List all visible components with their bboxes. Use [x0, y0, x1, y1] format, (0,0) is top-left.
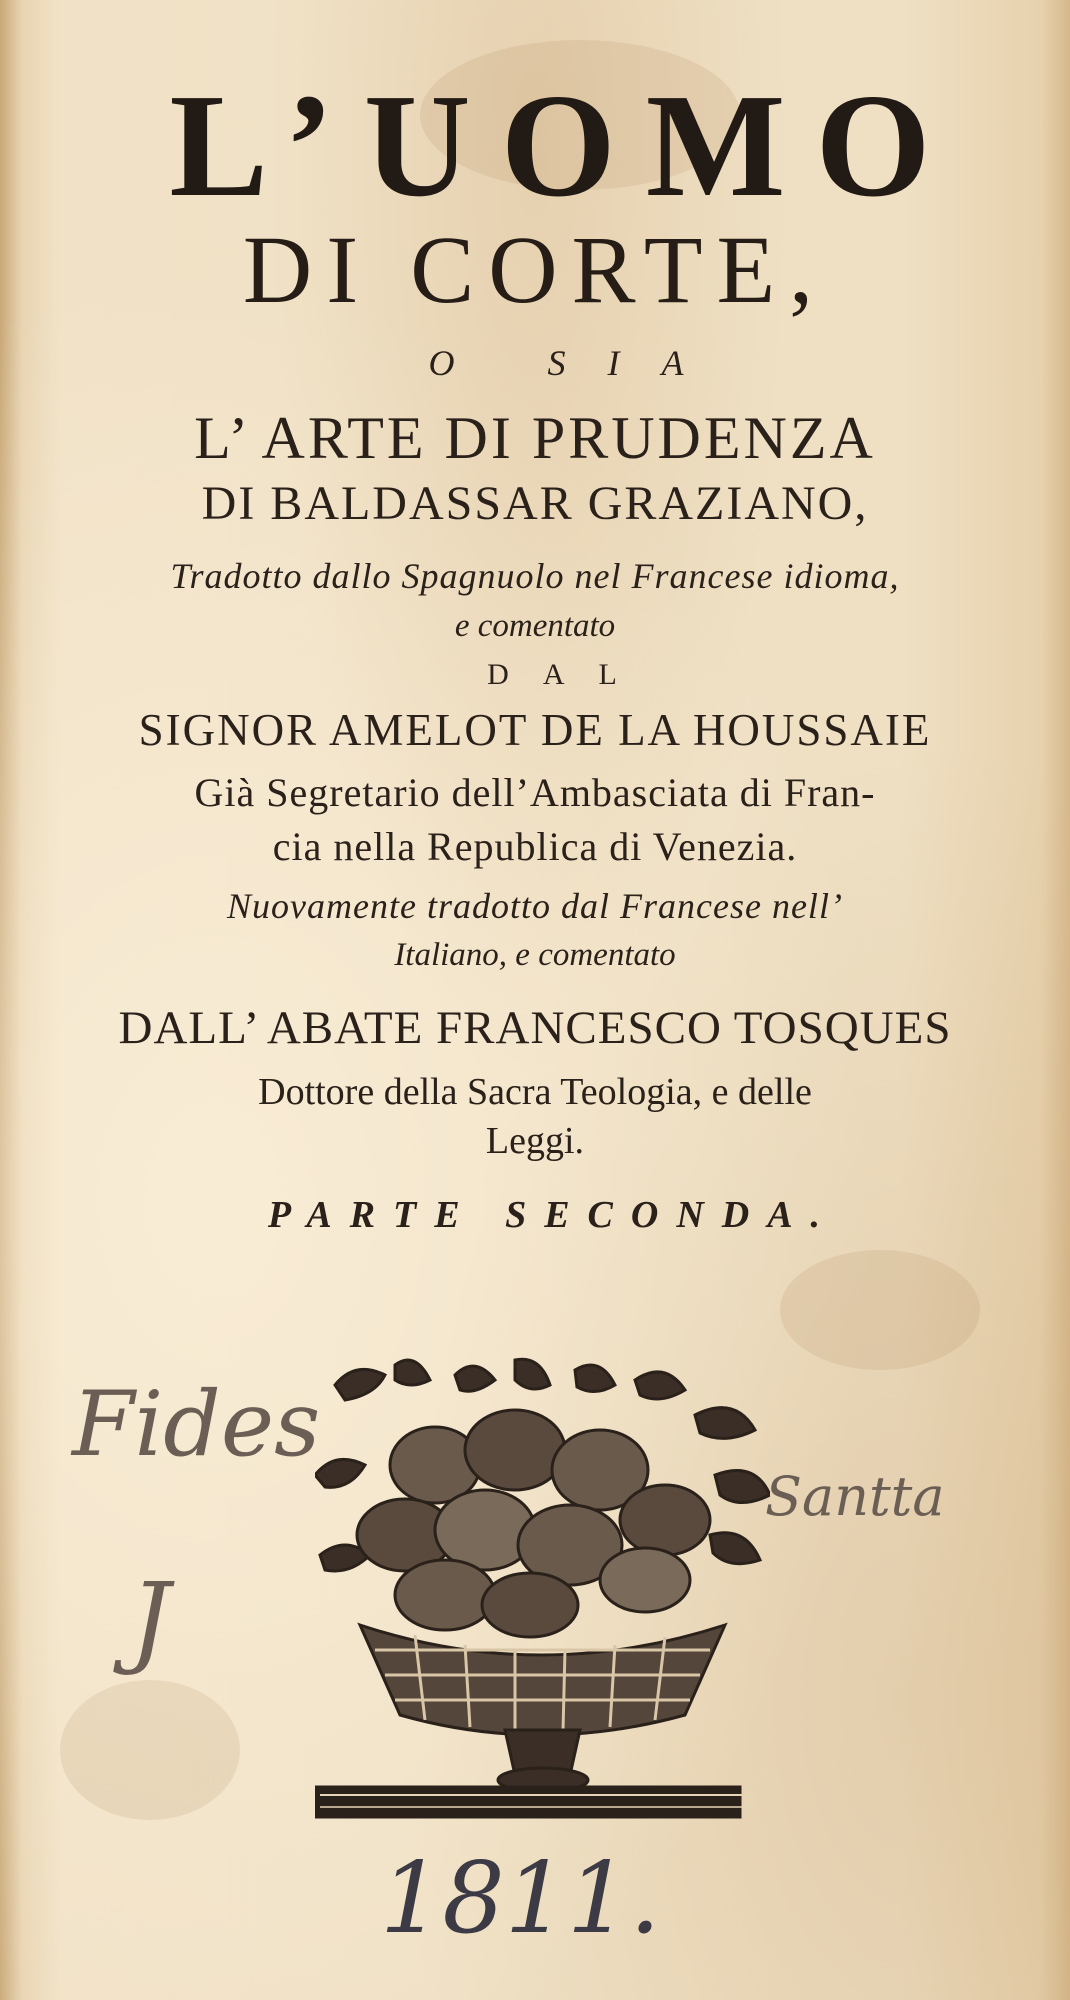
title-main: L’UOMO [169, 64, 961, 228]
volume-label: PARTE SECONDA. [267, 1194, 839, 1236]
retranslation-note: Nuovamente tradotto dal Francese nell’ [227, 886, 843, 926]
fruit-basket-woodcut-icon [315, 1355, 770, 1825]
manuscript-note-right: Santta [765, 1465, 945, 1528]
title-sub: DI CORTE, [242, 216, 828, 323]
preposition: DAL [487, 658, 651, 691]
second-translator-desc-cont: Leggi. [485, 1120, 585, 1162]
manuscript-year: 1811. [380, 1842, 661, 1956]
second-translator: DALL’ ABATE FRANCESCO TOSQUES [118, 1002, 952, 1054]
translator-desc: Già Segretario dell’Ambasciata di Fran- [194, 770, 876, 815]
second-translator-desc: Dottore della Sacra Teologia, e delle [258, 1071, 812, 1113]
stain [780, 1250, 980, 1370]
manuscript-initial: J [130, 1561, 171, 1678]
translation-note: Tradotto dallo Spagnuolo nel Francese idioma, [170, 556, 900, 596]
manuscript-note-left: Fides [72, 1372, 321, 1477]
translator-name: SIGNOR AMELOT DE LA HOUSSAIE [138, 705, 932, 755]
title-connector: O SIA [428, 343, 726, 383]
translation-note-cont: e comentato [454, 608, 616, 644]
stain [60, 1680, 240, 1820]
author-line: DI BALDASSAR GRAZIANO, [201, 477, 869, 530]
alt-title: L’ ARTE DI PRUDENZA [194, 405, 876, 471]
translator-desc-cont: cia nella Republica di Venezia. [272, 824, 798, 869]
retranslation-note-cont: Italiano, e comentato [394, 937, 676, 973]
